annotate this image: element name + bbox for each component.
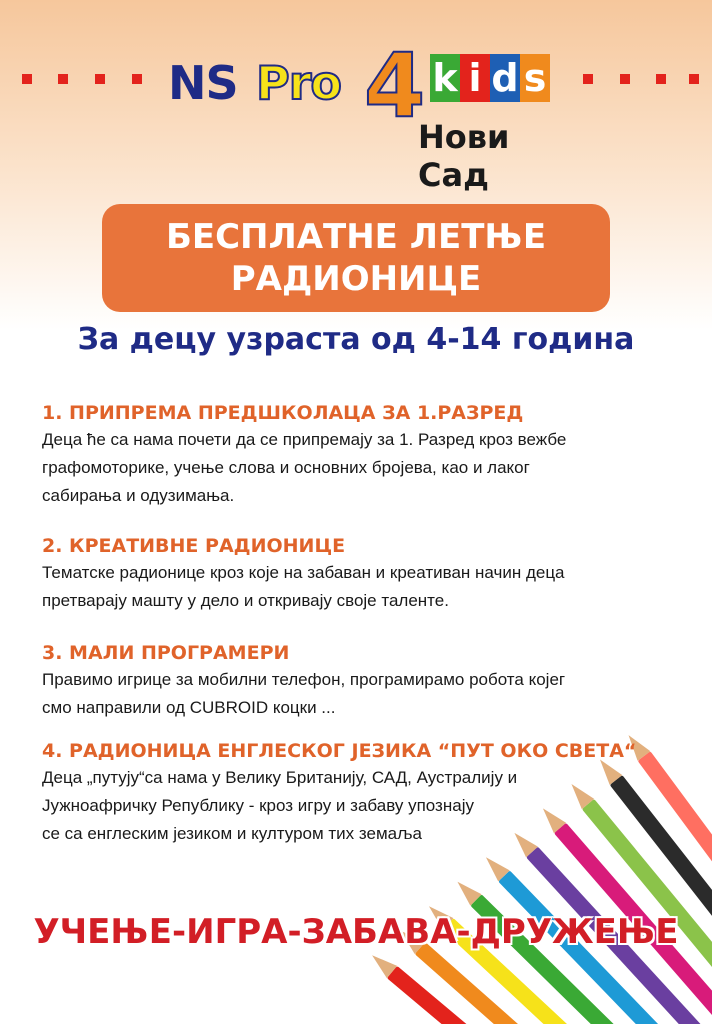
slogan: УЧЕЊЕ-ИГРА-ЗАБАВА-ДРУЖЕЊЕ <box>33 912 679 952</box>
logo-kids-blocks <box>430 54 550 102</box>
dot <box>583 74 593 84</box>
workshop-description: Деца „путују“са нама у Велику Британију, САД, Аустралију и Јужноафричку Републику - кроз игру и забаву упознају се са енглеским језиком и културом тих земаља <box>42 768 518 843</box>
dot <box>689 74 699 84</box>
logo-pro-text: Pro <box>256 56 342 110</box>
logo-kids-letter: i <box>460 54 490 102</box>
banner-line-1: БЕСПЛАТНЕ ЛЕТЊЕ <box>165 217 547 257</box>
city-name: Нови Сад <box>418 118 510 194</box>
brand-logo <box>168 34 548 194</box>
logo-four-text: 4 <box>364 34 426 137</box>
logo-kids-letter: k <box>430 54 460 102</box>
dot <box>656 74 666 84</box>
dot <box>58 74 68 84</box>
workshop-section-3 <box>42 640 682 722</box>
workshop-description: Тематске радионице кроз које на забаван и креативан начин деца претварају машту у дело и откривају своје таленте. <box>42 563 565 610</box>
dot <box>95 74 105 84</box>
dot <box>132 74 142 84</box>
logo-kids-letter: s <box>520 54 550 102</box>
workshop-section-4 <box>42 738 682 848</box>
workshop-title: 4. РАДИОНИЦА ЕНГЛЕСКОГ ЈЕЗИКА “ПУТ ОКО СВЕТА“ <box>42 740 637 762</box>
workshop-title: 2. КРЕАТИВНЕ РАДИОНИЦЕ <box>42 535 346 557</box>
workshop-title: 1. ПРИПРЕМА ПРЕДШКОЛАЦА ЗА 1.РАЗРЕД <box>42 402 524 424</box>
dot <box>22 74 32 84</box>
workshop-description: Деца ће са нама почети да се припремају за 1. Разред кроз вежбе графомоторике, учење слова и основних бројева, као и лаког сабирања и одузимања. <box>42 430 567 505</box>
workshop-title: 3. МАЛИ ПРОГРАМЕРИ <box>42 642 290 664</box>
age-range-subtitle: За децу узраста од 4-14 година <box>77 322 635 357</box>
workshop-section-2 <box>42 533 682 615</box>
workshop-description: Правимо игрице за мобилни телефон, програмирамо робота којег смо направили од CUBROID коцки ... <box>42 670 566 717</box>
dot <box>620 74 630 84</box>
logo-ns-text: NS <box>168 56 238 110</box>
banner-line-2: РАДИОНИЦЕ <box>230 259 482 299</box>
title-banner <box>102 204 610 312</box>
logo-kids-letter: d <box>491 56 519 100</box>
workshop-section-1 <box>42 400 682 510</box>
